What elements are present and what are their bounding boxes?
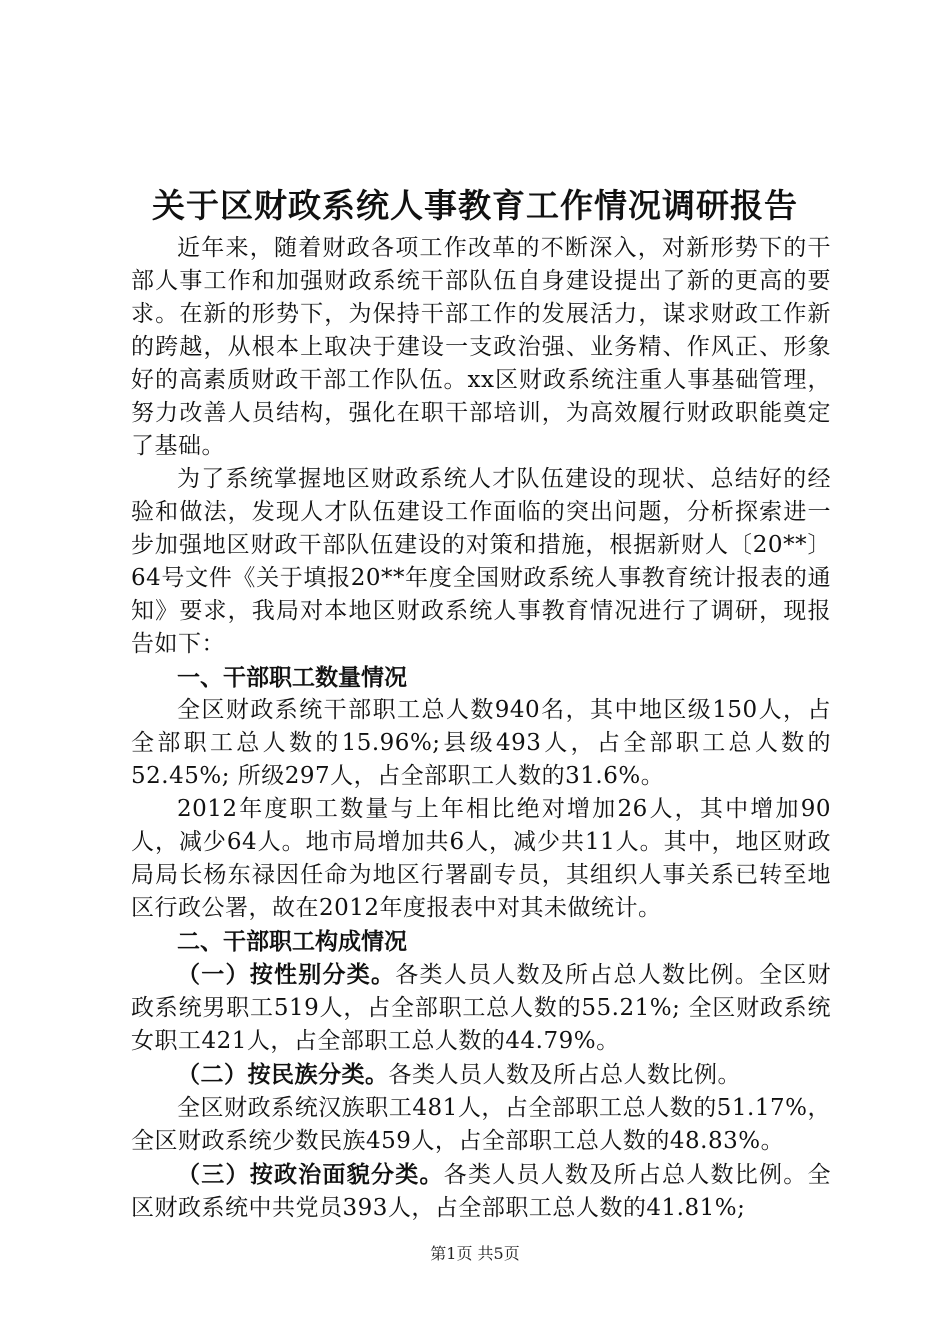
subsection-label-ethnicity: （二）按民族分类。 [177, 1061, 389, 1088]
paragraph-total-staff: 全区财政系统干部职工总人数940名，其中地区级150人，占全部职工总人数的15.96%;县级493人，占全部职工总人数的52.45%; 所级297人，占全部职工人数的31.6%。 [131, 697, 831, 789]
paragraph-by-gender [131, 958, 831, 1058]
document-title: 关于区财政系统人事教育工作情况调研报告 [152, 186, 798, 225]
subsection-label-political: （三）按政治面貌分类。 [177, 1161, 444, 1188]
document-body [131, 232, 831, 1225]
section-heading-quantity: 一、干部职工数量情况 [177, 664, 407, 691]
paragraph-annual-change: 2012年度职工数量与上年相比绝对增加26人，其中增加90人，减少64人。地市局增加共6人，减少共11人。其中，地区财政局局长杨东禄因任命为地区行署副专员，其组织人事关系已转至地区行政公署，故在2012年度报表中对其未做统计。 [131, 796, 831, 921]
section-heading-composition: 二、干部职工构成情况 [177, 928, 407, 955]
subsection-text-gender: 各类人员人数及所占总人数比例。全区财政系统男职工519人，占全部职工总人数的55.21%; 全区财政系统女职工421人，占全部职工总人数的44.79%。 [131, 962, 831, 1054]
paragraph-by-ethnicity [131, 1058, 831, 1092]
paragraph-by-political-status [131, 1158, 831, 1225]
subsection-text-ethnicity: 各类人员人数及所占总人数比例。 [388, 1062, 741, 1088]
subsection-text-political: 各类人员人数及所占总人数比例。全区财政系统中共党员393人，占全部职工总人数的41.81%; [131, 1162, 831, 1221]
paragraph-intro: 近年来，随着财政各项工作改革的不断深入，对新形势下的干部人事工作和加强财政系统干部队伍自身建设提出了新的更高的要求。在新的形势下，为保持干部工作的发展活力，谋求财政工作新的跨越，从根本上取决于建设一支政治强、业务精、作风正、形象好的高素质财政干部工作队伍。xx区财政系统注重人事基础管理，努力改善人员结构，强化在职干部培训，为高效履行财政职能奠定了基础。 [131, 235, 831, 459]
paragraph-ethnicity-detail: 全区财政系统汉族职工481人，占全部职工总人数的51.17%，全区财政系统少数民族459人，占全部职工总人数的48.83%。 [131, 1095, 831, 1154]
paragraph-purpose: 为了系统掌握地区财政系统人才队伍建设的现状、总结好的经验和做法，发现人才队伍建设工作面临的突出问题，分析探索进一步加强地区财政干部队伍建设的对策和措施，根据新财人〔20**〕64号文件《关于填报20**年度全国财政系统人事教育统计报表的通知》要求，我局对本地区财政系统人事教育情况进行了调研，现报告如下： [131, 466, 831, 657]
page-footer: 第1页 共5页 [430, 1244, 520, 1263]
subsection-label-gender: （一）按性别分类。 [177, 961, 396, 988]
